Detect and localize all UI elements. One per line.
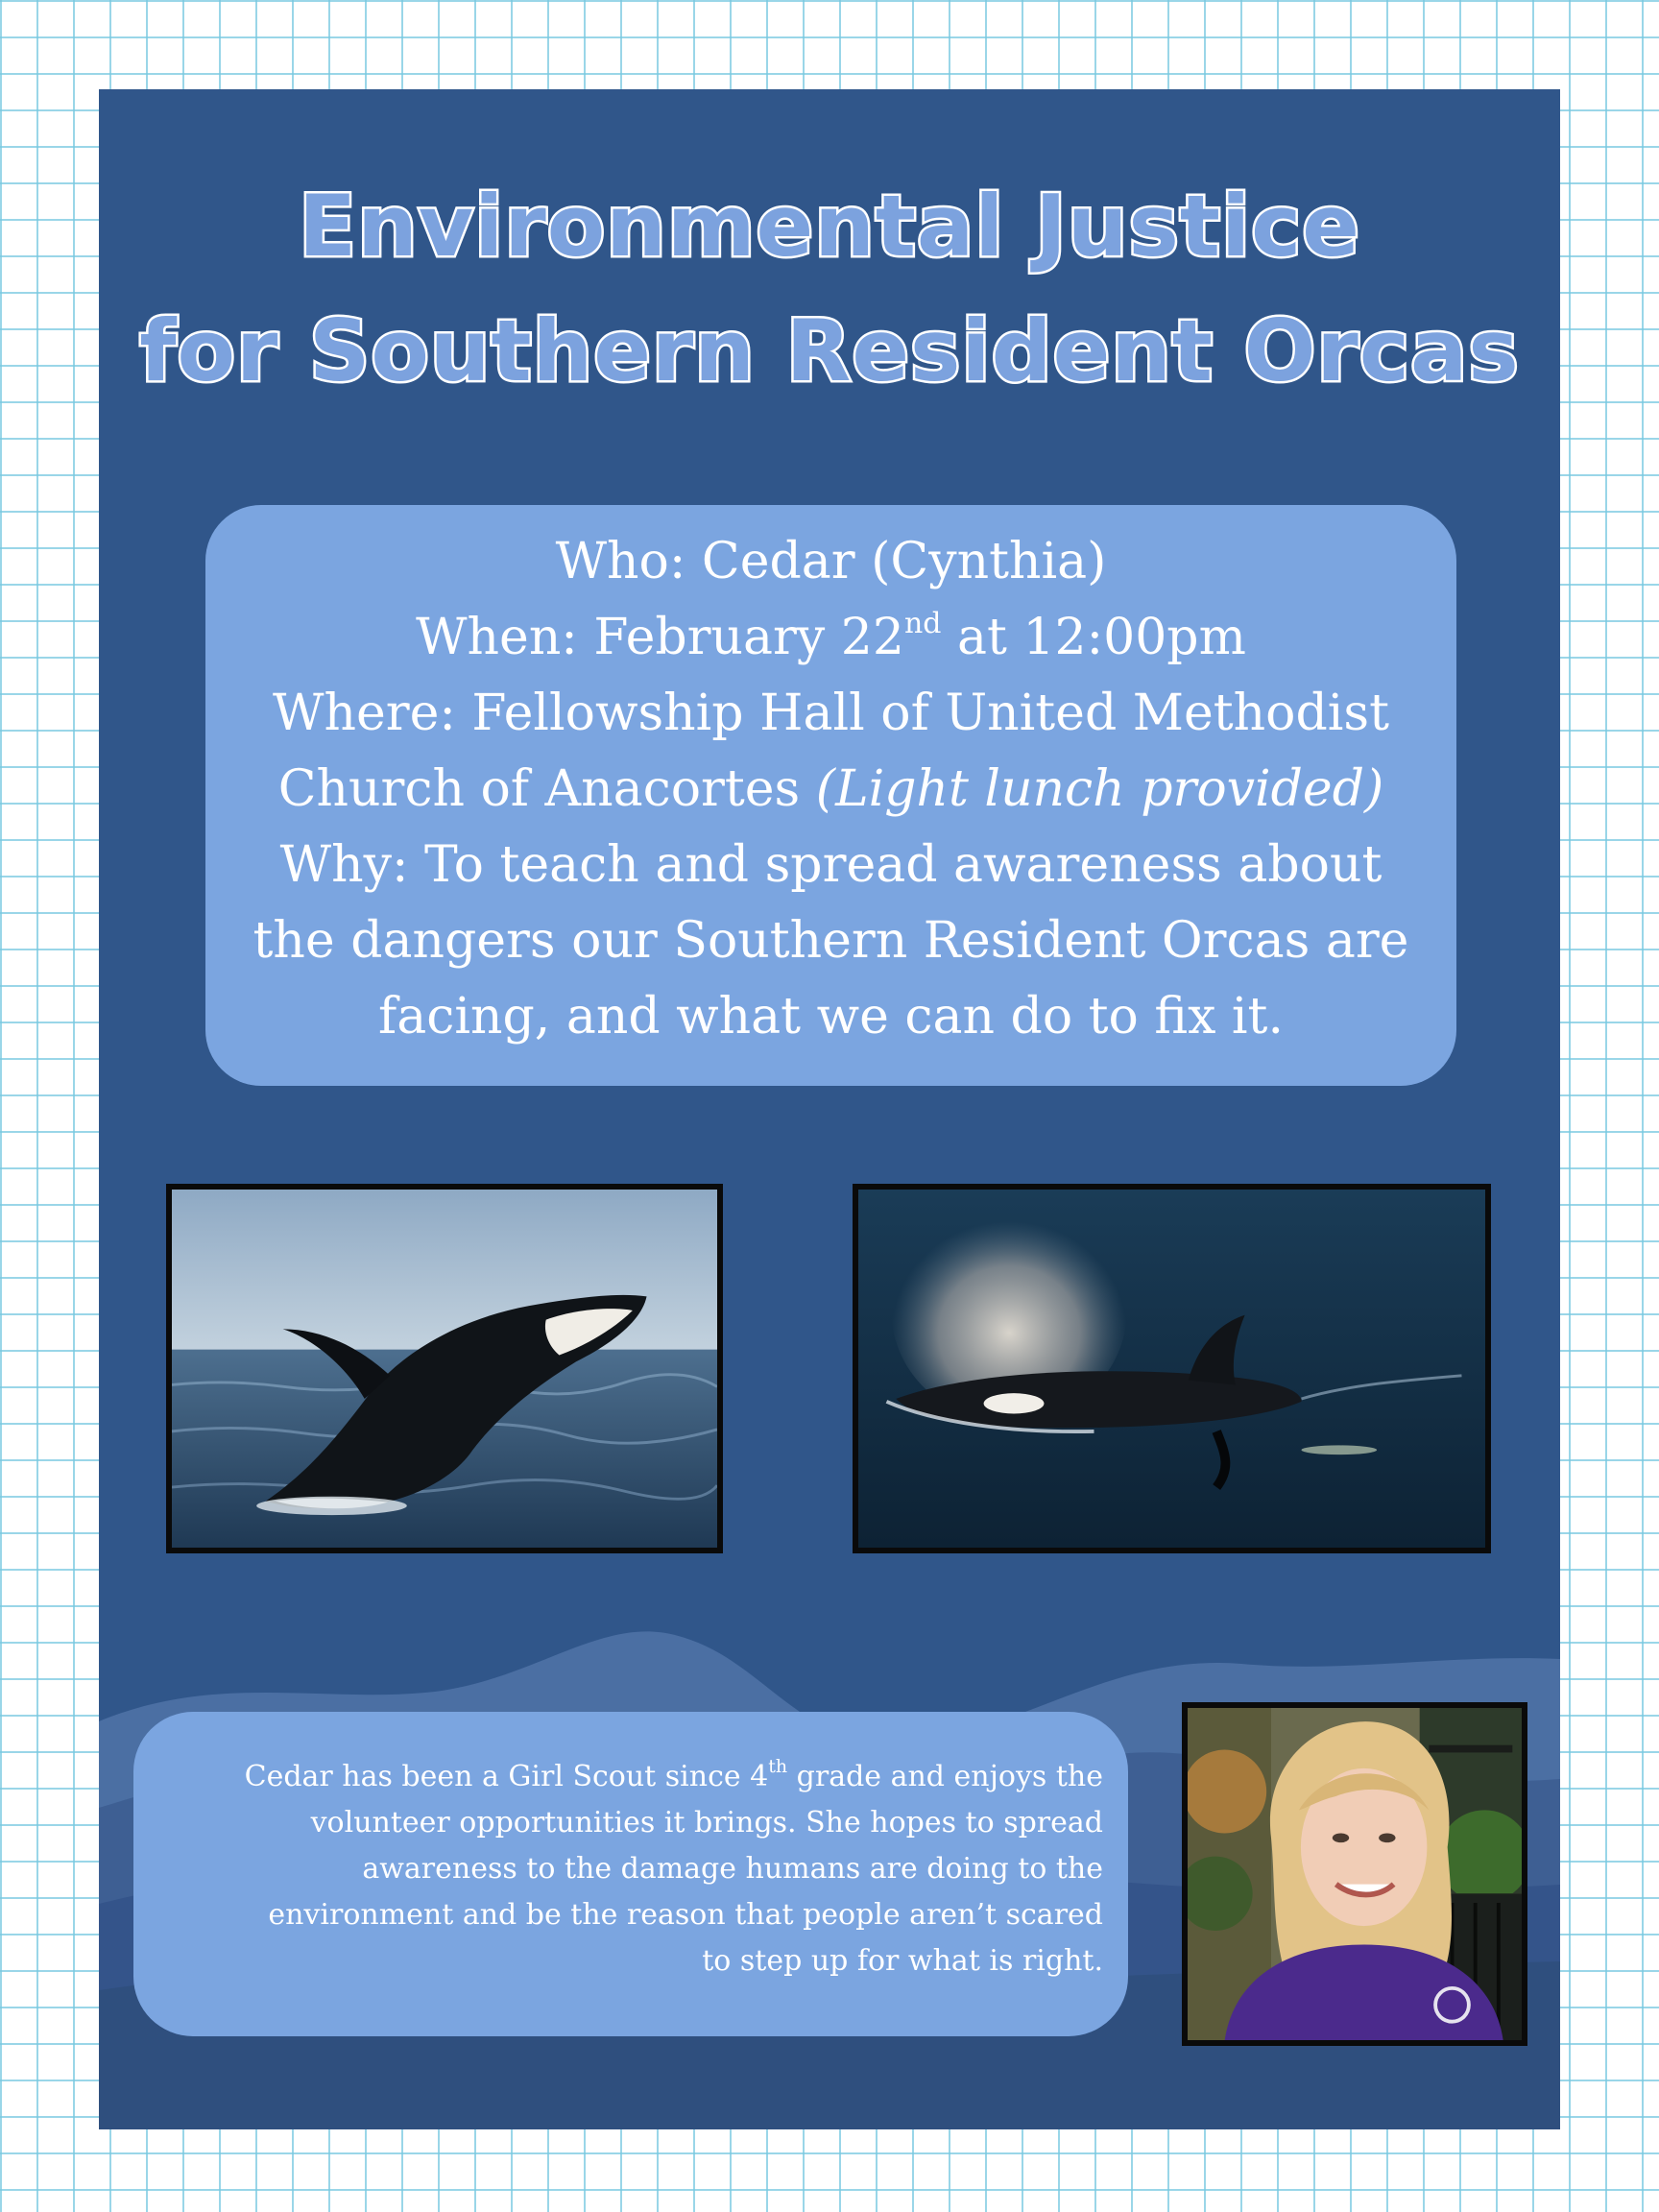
where-place: Church of Anacortes xyxy=(277,760,816,818)
orca-breaching-photo xyxy=(166,1184,723,1553)
why-line-1: Why: To teach and spread awareness about xyxy=(279,836,1382,894)
bio-line-1-start: Cedar has been a Girl Scout since 4 xyxy=(244,1760,769,1793)
cedar-portrait-photo xyxy=(1182,1702,1527,2046)
when-ordinal: nd xyxy=(903,607,942,640)
why-line-2: the dangers our Southern Resident Orcas are xyxy=(252,912,1409,970)
bio-line-5: to step up for what is right. xyxy=(702,1944,1103,1978)
event-info-box xyxy=(205,505,1456,1086)
when-line xyxy=(205,600,1456,676)
bio-line-1-end: grade and enjoys the xyxy=(787,1760,1103,1793)
who-line: Who: Cedar (Cynthia) xyxy=(555,533,1107,590)
bio-box xyxy=(133,1712,1128,2036)
title-line-2: for Southern Resident Orcas xyxy=(139,301,1520,400)
why-line-3: facing, and what we can do to fix it. xyxy=(378,988,1284,1046)
cedar-portrait-image xyxy=(1188,1708,1522,2040)
bio-ordinal: th xyxy=(768,1756,788,1777)
poster-title xyxy=(99,164,1560,414)
orca-spouting-photo xyxy=(853,1184,1491,1553)
bio-line-4: environment and be the reason that people aren’t scared xyxy=(268,1898,1103,1932)
bio-line-2: volunteer opportunities it brings. She hopes to spread xyxy=(310,1806,1103,1839)
orca-breaching-image xyxy=(172,1190,717,1548)
orca-spouting-image xyxy=(858,1190,1485,1548)
flyer-poster xyxy=(99,89,1560,2129)
lunch-note: (Light lunch provided) xyxy=(815,760,1384,818)
title-line-1: Environmental Justice xyxy=(299,177,1360,276)
when-date: When: February 22 xyxy=(416,609,904,666)
bio-line-1 xyxy=(162,1754,1103,1800)
where-line-1: Where: Fellowship Hall of United Methodist xyxy=(273,685,1389,742)
where-line-2 xyxy=(205,752,1456,828)
when-time: at 12:00pm xyxy=(941,609,1246,666)
bio-line-3: awareness to the damage humans are doing to the xyxy=(362,1852,1103,1886)
